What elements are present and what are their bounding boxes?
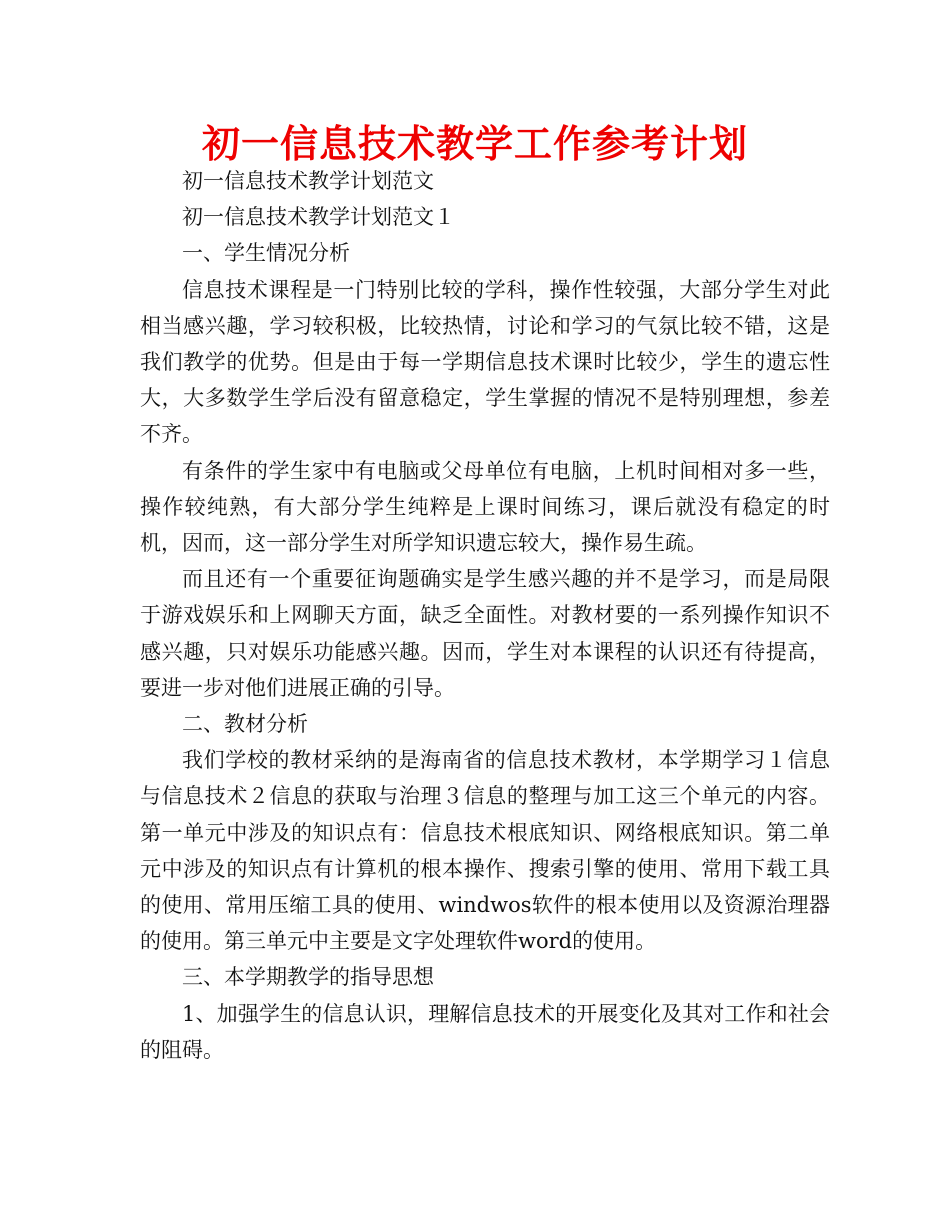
section-heading: 二、教材分析	[182, 712, 308, 737]
subtitle-line: 初一信息技术教学计划范文１	[182, 205, 455, 230]
document-body	[140, 163, 830, 1068]
body-paragraph: 1、加强学生的信息认识，理解信息技术的开展变化及其对工作和社会的阻碍。	[140, 1001, 830, 1062]
subtitle-line: 初一信息技术教学计划范文	[182, 169, 434, 193]
body-paragraph: 我们学校的教材采纳的是海南省的信息技术教材，本学期学习１信息与信息技术２信息的获取与治理３信息的整理与加工这三个单元的内容。第一单元中涉及的知识点有：信息技术根底知识、网络根底知识。第二单元中涉及的知识点有计算机的根本操作、搜索引擎的使用、常用下载工具的使用、常用压缩工具的使用、windwos软件的根本使用以及资源治理器的使用。第三单元中主要是文字处理软件word的使用。	[140, 748, 830, 954]
section-heading: 一、学生情况分析	[182, 241, 350, 266]
body-paragraph: 信息技术课程是一门特别比较的学科，操作性较强，大部分学生对此相当感兴趣，学习较积极，比较热情，讨论和学习的气氛比较不错，这是我们教学的优势。但是由于每一学期信息技术课时比较少，学生的遗忘性大，大多数学生学后没有留意稳定，学生掌握的情况不是特别理想，参差不齐。	[140, 277, 830, 447]
section-heading: 三、本学期教学的指导思想	[182, 965, 434, 990]
document-title: 初一信息技术教学工作参考计划	[201, 122, 748, 166]
body-paragraph: 有条件的学生家中有电脑或父母单位有电脑，上机时间相对多一些，操作较纯熟，有大部分学生纯粹是上课时间练习，课后就没有稳定的时机，因而，这一部分学生对所学知识遗忘较大，操作易生疏。	[140, 458, 830, 556]
body-paragraph: 而且还有一个重要征询题确实是学生感兴趣的并不是学习，而是局限于游戏娱乐和上网聊天方面，缺乏全面性。对教材要的一系列操作知识不感兴趣，只对娱乐功能感兴趣。因而，学生对本课程的认识还有待提高，要进一步对他们进展正确的引导。	[140, 567, 830, 700]
